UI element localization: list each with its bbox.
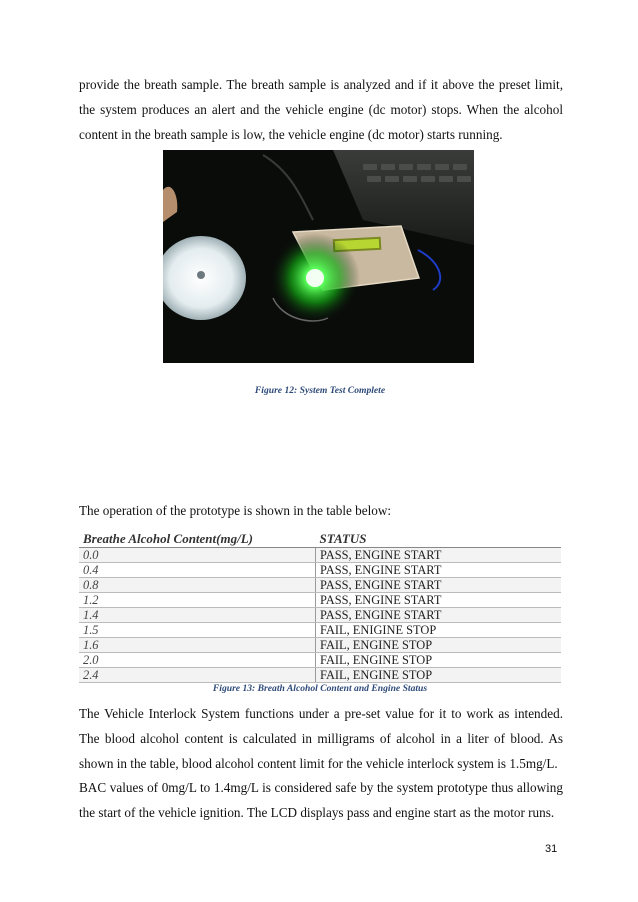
figure-12-caption: Figure 12: System Test Complete [254,385,386,396]
interlock-paragraph: The Vehicle Interlock System functions under a pre-set value for it to work as intended. The blood alcohol content is calculated in milligrams of alcohol in a liter of blood. As shown in the table, blood alcohol content limit for the vehicle interlock system is 1.5mg/L. [79,706,563,771]
column-header-status: STATUS [316,531,562,548]
table-row [79,608,561,623]
page-number: 31 [545,843,558,855]
column-header-bac: Breathe Alcohol Content(mg/L) [79,531,316,548]
bac-value: 0.4 [79,563,316,578]
status-value: FAIL, ENGINE STOP [316,668,562,683]
bac-status-table [79,531,561,683]
figure-13-caption: Figure 13: Breath Alcohol Content and Engine Status [212,683,428,694]
prototype-photo-illustration [163,150,474,363]
table-row [79,638,561,653]
status-value: FAIL, ENIGINE STOP [316,623,562,638]
bac-value: 1.2 [79,593,316,608]
status-value: FAIL, ENGINE STOP [316,653,562,668]
table-row [79,668,561,683]
table-row [79,593,561,608]
system-test-photo [163,150,474,363]
table-row [79,623,561,638]
bac-value: 2.0 [79,653,316,668]
table-row [79,578,561,593]
bac-value: 0.8 [79,578,316,593]
status-value: FAIL, ENGINE STOP [316,638,562,653]
bac-value: 2.4 [79,668,316,683]
status-value: PASS, ENGINE START [316,608,562,623]
status-value: PASS, ENGINE START [316,578,562,593]
bac-value: 0.0 [79,548,316,563]
bac-value: 1.6 [79,638,316,653]
table-row [79,653,561,668]
bac-value: 1.5 [79,623,316,638]
status-value: PASS, ENGINE START [316,548,562,563]
table-intro: The operation of the prototype is shown in the table below: [79,503,392,518]
intro-paragraph: provide the breath sample. The breath sample is analyzed and if it above the preset limit, the system produces an alert and the vehicle engine (dc motor) stops. When the alcohol content in the breath sample is low, the vehicle engine (dc motor) starts running. [79,77,563,142]
status-value: PASS, ENGINE START [316,593,562,608]
table-header-row [79,531,561,548]
table-row [79,563,561,578]
bac-value: 1.4 [79,608,316,623]
status-value: PASS, ENGINE START [316,563,562,578]
bac-paragraph: BAC values of 0mg/L to 1.4mg/L is considered safe by the system prototype thus allowing the start of the vehicle ignition. The LCD displays pass and engine start as the motor runs. [79,780,563,820]
table-row [79,548,561,563]
